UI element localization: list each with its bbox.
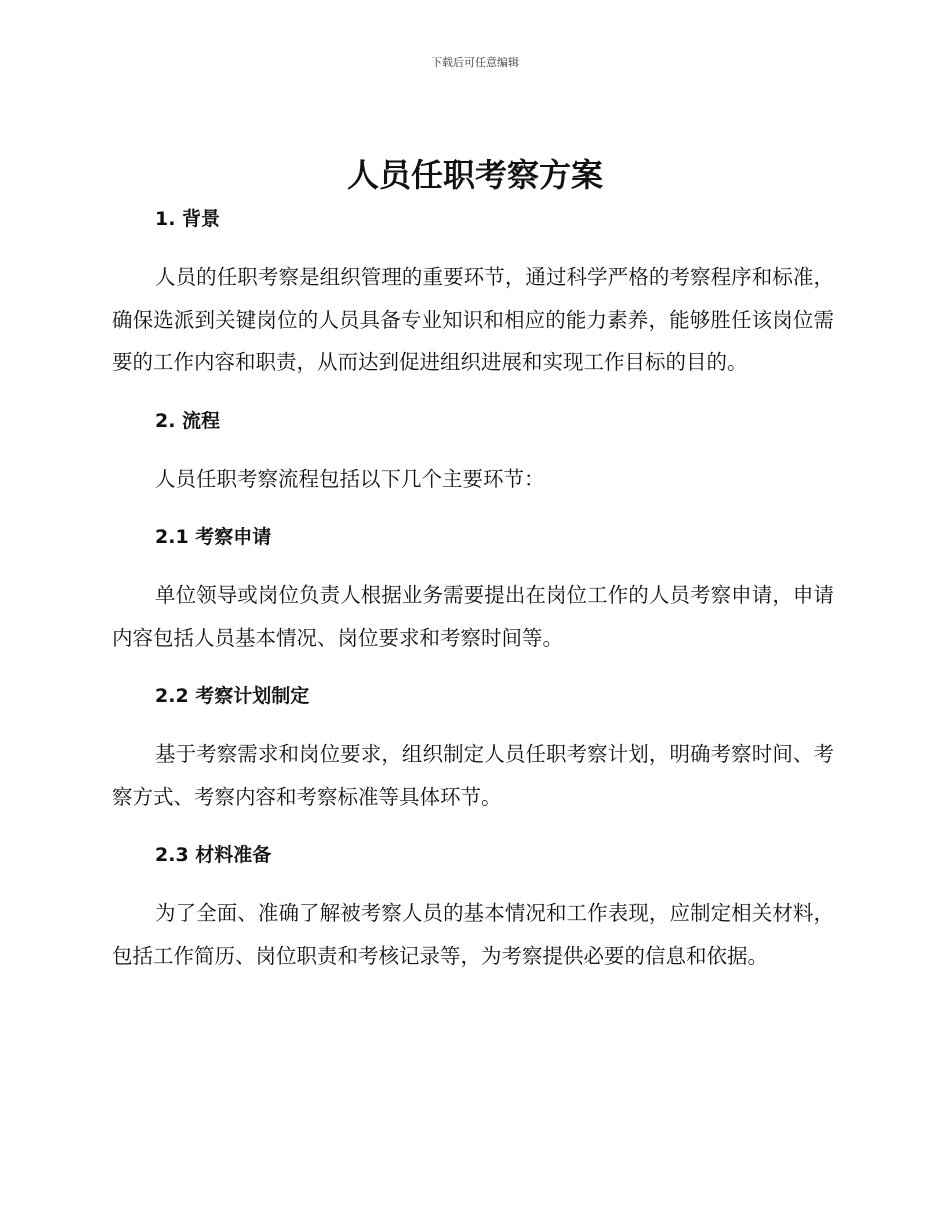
section-paragraph: 单位领导或岗位负责人根据业务需要提出在岗位工作的人员考察申请，申请内容包括人员基本情况、岗位要求和考察时间等。 — [112, 583, 834, 650]
section-heading: 2.3 材料准备 — [155, 844, 272, 866]
section-materials — [112, 840, 834, 977]
section-paragraph: 为了全面、准确了解被考察人员的基本情况和工作表现，应制定相关材料，包括工作简历、岗位职责和考核记录等，为考察提供必要的信息和依据。 — [112, 901, 834, 968]
section-heading: 2.2 考察计划制定 — [155, 685, 310, 707]
section-paragraph: 人员任职考察流程包括以下几个主要环节： — [155, 466, 545, 491]
section-heading: 2. 流程 — [155, 409, 221, 432]
header-note: 下载后可任意编辑 — [431, 56, 519, 69]
section-process — [112, 406, 834, 523]
section-heading: 2.1 考察申请 — [155, 526, 272, 548]
section-application — [112, 522, 834, 681]
document-body — [112, 204, 834, 977]
section-plan — [112, 681, 834, 840]
section-heading: 1. 背景 — [155, 208, 221, 230]
document-title: 人员任职考察方案 — [346, 156, 603, 194]
section-background — [112, 204, 834, 406]
section-paragraph: 基于考察需求和岗位要求，组织制定人员任职考察计划，明确考察时间、考察方式、考察内容和考察标准等具体环节。 — [112, 742, 834, 809]
section-paragraph: 人员的任职考察是组织管理的重要环节，通过科学严格的考察程序和标准，确保选派到关键岗位的人员具备专业知识和相应的能力素养，能够胜任该岗位需要的工作内容和职责，从而达到促进组织进展和实现工作目标的目的。 — [112, 265, 834, 374]
